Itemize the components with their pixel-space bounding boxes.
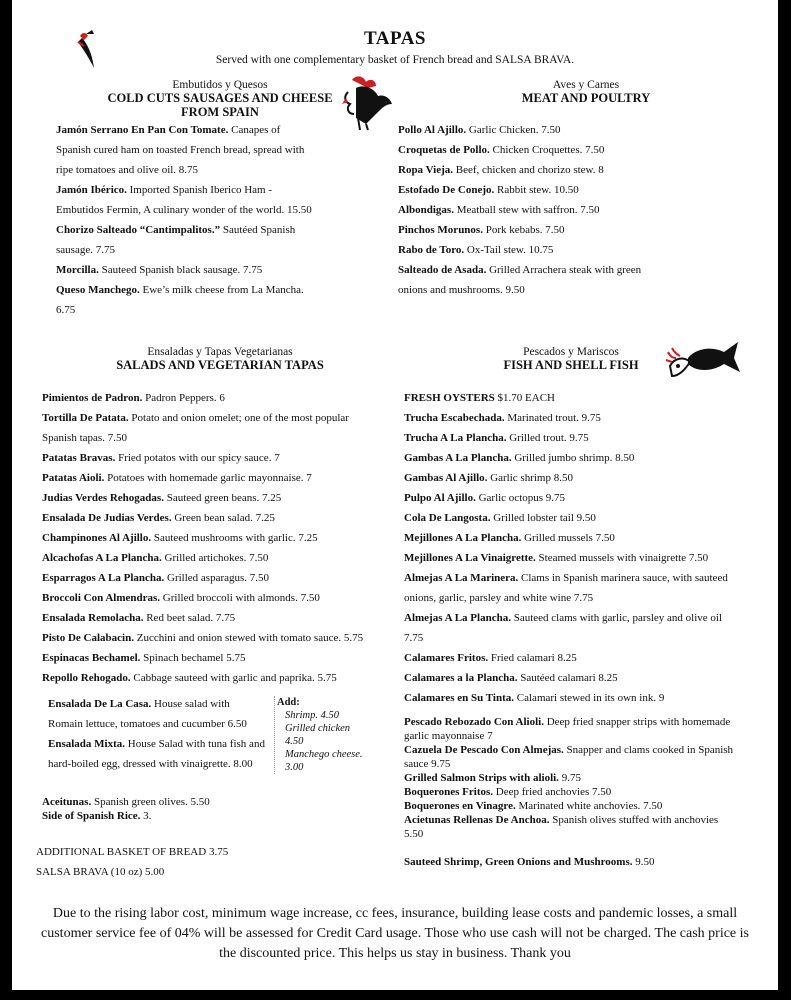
item-name: Gambas A La Plancha.	[404, 452, 512, 464]
seafood-subtitle: Pescados y Mariscos	[523, 346, 619, 358]
menu-item	[404, 488, 738, 508]
item-desc: Sautéed Spanish sausage. 7.75	[56, 224, 296, 256]
menu-item	[42, 548, 386, 568]
cold-cuts-list	[56, 120, 312, 320]
item-desc: Fried calamari 8.25	[488, 652, 577, 664]
menu-item	[404, 715, 738, 743]
menu-item	[404, 688, 738, 708]
menu-item	[42, 408, 386, 448]
item-name: Calamares a la Plancha.	[404, 672, 518, 684]
item-desc: Snapper and clams cooked in Spanish sauce 9.75	[404, 744, 734, 770]
menu-item	[42, 795, 342, 809]
menu-item	[48, 694, 266, 734]
item-name: Chorizo Salteado “Cantimpalitos.”	[56, 224, 221, 236]
extra-bread: ADDITIONAL BASKET OF BREAD 3.75	[36, 846, 229, 858]
item-desc: Cabbage sauteed with garlic and paprika. 5.75	[130, 672, 337, 684]
item-desc: Ewe’s milk cheese from La Mancha. 6.75	[56, 284, 304, 316]
item-name: Patatas Aioli.	[42, 472, 105, 484]
item-name: Pescado Rebozado Con Alioli.	[404, 716, 544, 728]
item-desc: Spinach bechamel 5.75	[140, 652, 246, 664]
item-name: Pinchos Morunos.	[398, 224, 483, 236]
menu-item	[398, 260, 658, 300]
item-desc: Potato and onion omelet; one of the most popular Spanish tapas. 7.50	[42, 412, 349, 444]
item-name: Morcilla.	[56, 264, 99, 276]
menu-item	[398, 140, 658, 160]
item-name: Pulpo Al Ajillo.	[404, 492, 476, 504]
item-name: Jamón Serrano En Pan Con Tomate.	[56, 124, 229, 136]
menu-item	[404, 388, 738, 408]
item-name: Croquetas de Pollo.	[398, 144, 490, 156]
menu-item	[42, 588, 386, 608]
item-name: Champinones Al Ajillo.	[42, 532, 152, 544]
seafood-list	[404, 388, 738, 708]
seafood-heading: FISH AND SHELL FISH	[503, 358, 639, 372]
item-name: Estofado De Conejo.	[398, 184, 495, 196]
menu-item	[42, 668, 386, 688]
item-desc: 3.	[140, 810, 152, 822]
fish-icon	[662, 338, 742, 388]
item-name: Mejillones A La Plancha.	[404, 532, 522, 544]
cold-cuts-section	[100, 79, 340, 119]
item-name: Jamón Ibérico.	[56, 184, 127, 196]
menu-page	[12, 0, 778, 990]
item-name: Albondigas.	[398, 204, 454, 216]
item-name: Rabo de Toro.	[398, 244, 465, 256]
item-desc: Marinated white anchovies. 7.50	[515, 800, 663, 812]
item-desc: Grilled mussels 7.50	[521, 532, 615, 544]
menu-item	[42, 608, 386, 628]
item-name: Espinacas Bechamel.	[42, 652, 141, 664]
item-desc: Pork kebabs. 7.50	[482, 224, 565, 236]
menu-item	[404, 785, 738, 799]
item-desc: Canapes of Spanish cured ham on toasted French bread, spread with ripe tomatoes and olive oil. 8.75	[56, 124, 305, 176]
menu-item	[48, 734, 266, 774]
item-name: Pollo Al Ajillo.	[398, 124, 467, 136]
item-desc: Grilled trout. 9.75	[506, 432, 589, 444]
item-desc: Padron Peppers. 6	[142, 392, 225, 404]
item-name: Trucha A La Plancha.	[404, 432, 507, 444]
item-desc: Steamed mussels with vinaigrette 7.50	[535, 552, 709, 564]
menu-item	[404, 568, 738, 608]
menu-item	[42, 448, 386, 468]
cold-cuts-subtitle: Embutidos y Quesos	[172, 79, 268, 91]
menu-item	[42, 468, 386, 488]
menu-item	[398, 160, 658, 180]
menu-item	[404, 813, 738, 841]
menu-item	[42, 488, 386, 508]
chili-pepper-icon	[72, 30, 106, 72]
meat-subtitle: Aves y Carnes	[552, 79, 620, 91]
item-name: Ensalada De Judias Verdes.	[42, 512, 172, 524]
item-desc: Garlic Chicken. 7.50	[466, 124, 561, 136]
item-desc: Sauteed Spanish black sausage. 7.75	[98, 264, 263, 276]
meat-list	[398, 120, 658, 300]
page-title: TAPAS	[364, 28, 426, 49]
item-desc: Deep fried snapper strips with homemade garlic mayonnaise 7	[404, 716, 731, 742]
menu-item	[42, 648, 386, 668]
menu-item	[42, 508, 386, 528]
menu-item	[56, 260, 312, 280]
menu-item	[42, 528, 386, 548]
menu-item	[404, 468, 738, 488]
item-desc: Grilled artichokes. 7.50	[161, 552, 269, 564]
item-desc: Calamari stewed in its own ink. 9	[514, 692, 665, 704]
menu-item	[404, 408, 738, 428]
item-desc: Chicken Croquettes. 7.50	[489, 144, 605, 156]
menu-item	[398, 240, 658, 260]
salads-section	[100, 346, 340, 372]
item-name: Acietunas Rellenas De Anchoa.	[404, 814, 550, 826]
item-name: Sauteed Shrimp, Green Onions and Mushrooms.	[404, 856, 633, 868]
item-desc: Beef, chicken and chorizo stew. 8	[453, 164, 604, 176]
item-desc: Grilled asparagus. 7.50	[164, 572, 270, 584]
item-name: Boquerones en Vinagre.	[404, 800, 516, 812]
item-name: Mejillones A La Vinaigrette.	[404, 552, 536, 564]
item-name: Cazuela De Pescado Con Almejas.	[404, 744, 564, 756]
rooster-icon	[338, 74, 394, 132]
item-name: Cola De Langosta.	[404, 512, 491, 524]
item-name: Broccoli Con Almendras.	[42, 592, 161, 604]
item-desc: Sauteed mushrooms with garlic. 7.25	[151, 532, 318, 544]
item-desc: 9.50	[632, 856, 655, 868]
menu-item	[404, 799, 738, 813]
add-option: Manchego cheese. 3.00	[285, 749, 363, 773]
item-desc: Clams in Spanish marinera sauce, with sauteed onions, garlic, parsley and white wine 7.75	[404, 572, 728, 604]
salads-heading: SALADS AND VEGETARIAN TAPAS	[116, 358, 324, 372]
menu-item	[404, 608, 738, 648]
page-subtitle: Served with one complementary basket of French bread and SALSA BRAVA.	[215, 54, 575, 66]
item-name: Tortilla De Patata.	[42, 412, 129, 424]
add-options-list	[277, 709, 367, 774]
item-name: Pisto De Calabacin.	[42, 632, 134, 644]
menu-item	[398, 220, 658, 240]
add-option: Grilled chicken 4.50	[285, 723, 351, 747]
seafood-section	[476, 346, 666, 372]
item-name: Calamares Fritos.	[404, 652, 489, 664]
item-name: Ensalada De La Casa.	[48, 698, 152, 710]
item-desc: Ox-Tail stew. 10.75	[464, 244, 554, 256]
add-options-box	[274, 696, 367, 774]
item-desc: Potatoes with homemade garlic mayonnaise. 7	[104, 472, 312, 484]
menu-item	[42, 568, 386, 588]
menu-item	[56, 120, 312, 180]
item-name: Side of Spanish Rice.	[42, 810, 141, 822]
menu-item	[404, 743, 738, 771]
salads-after-list	[42, 795, 342, 823]
item-desc: $1.70 EACH	[494, 392, 555, 404]
item-name: Aceitunas.	[42, 796, 92, 808]
salads-list	[42, 388, 386, 688]
add-option: Shrimp. 4.50	[285, 710, 339, 721]
item-desc: Fried potatos with our spicy sauce. 7	[115, 452, 280, 464]
item-desc: Grilled broccoli with almonds. 7.50	[160, 592, 320, 604]
item-desc: Zucchini and onion stewed with tomato sauce. 5.75	[133, 632, 364, 644]
menu-item	[404, 528, 738, 548]
item-name: Calamares en Su Tinta.	[404, 692, 515, 704]
item-name: Esparragos A La Plancha.	[42, 572, 165, 584]
item-name: Queso Manchego.	[56, 284, 140, 296]
menu-item	[56, 220, 312, 260]
item-desc: Garlic octopus 9.75	[475, 492, 566, 504]
item-desc: Garlic shrimp 8.50	[487, 472, 573, 484]
item-name: Boquerones Fritos.	[404, 786, 494, 798]
credit-card-fee-notice: Due to the rising labor cost, minimum wage increase, cc fees, insurance, building lease costs and pandemic losses, a small customer service fee of 04% will be assessed for Credit Card usage. Those who use cash will not be charged. The cash price is the discounted price. This helps us stay in business. Thank you	[41, 906, 749, 961]
item-name: Trucha Escabechada.	[404, 412, 505, 424]
item-name: Gambas Al Ajillo.	[404, 472, 488, 484]
menu-item	[404, 428, 738, 448]
menu-item	[398, 120, 658, 140]
item-name: Almejas A La Plancha.	[404, 612, 511, 624]
menu-item	[404, 648, 738, 668]
item-desc: Sauteed clams with garlic, parsley and olive oil 7.75	[404, 612, 723, 644]
item-name: Ensalada Mixta.	[48, 738, 126, 750]
item-name: Repollo Rehogado.	[42, 672, 131, 684]
menu-item	[404, 448, 738, 468]
menu-item	[56, 280, 312, 320]
item-desc: Sautéed calamari 8.25	[517, 672, 618, 684]
menu-item	[404, 548, 738, 568]
item-name: Judias Verdes Rehogadas.	[42, 492, 164, 504]
item-desc: Red beet salad. 7.75	[143, 612, 236, 624]
item-desc: House Salad with tuna fish and hard-boiled egg, dressed with vinaigrette. 8.00	[48, 738, 265, 770]
menu-item	[42, 809, 342, 823]
item-name: Grilled Salmon Strips with alioli.	[404, 772, 559, 784]
item-desc: Meatball stew with saffron. 7.50	[453, 204, 600, 216]
house-salads-list	[48, 694, 266, 774]
item-name: Pimientos de Padron.	[42, 392, 143, 404]
item-name: Almejas A La Marinera.	[404, 572, 519, 584]
item-name: FRESH OYSTERS	[404, 392, 495, 404]
item-desc: Imported Spanish Iberico Ham - Embutidos Fermin, A culinary wonder of the world. 15.50	[56, 184, 312, 216]
menu-item	[404, 771, 738, 785]
item-desc: Spanish olives stuffed with anchovies 5.50	[404, 814, 719, 840]
menu-item	[56, 180, 312, 220]
cold-cuts-heading: COLD CUTS SAUSAGES AND CHEESE FROM SPAIN	[107, 91, 333, 119]
item-desc: Sauteed green beans. 7.25	[163, 492, 282, 504]
meat-section	[476, 79, 696, 105]
item-desc: Rabbit stew. 10.50	[494, 184, 579, 196]
meat-heading: MEAT AND POULTRY	[521, 91, 651, 105]
menu-item	[404, 508, 738, 528]
menu-item	[398, 200, 658, 220]
item-desc: Grilled jumbo shrimp. 8.50	[511, 452, 635, 464]
seafood-last-item	[404, 852, 738, 872]
item-desc: Green bean salad. 7.25	[171, 512, 275, 524]
item-desc: Marinated trout. 9.75	[504, 412, 601, 424]
extra-salsa: SALSA BRAVA (10 oz) 5.00	[36, 866, 165, 878]
item-desc: Deep fried anchovies 7.50	[493, 786, 612, 798]
item-desc: Grilled Arrachera steak with green onions and mushrooms. 9.50	[398, 264, 642, 296]
item-desc: Grilled lobster tail 9.50	[490, 512, 596, 524]
extras-list	[36, 842, 356, 882]
item-name: Alcachofas A La Plancha.	[42, 552, 162, 564]
menu-item	[42, 628, 386, 648]
menu-item	[42, 388, 386, 408]
seafood-dense-list	[404, 715, 738, 841]
item-name: Ropa Vieja.	[398, 164, 453, 176]
salads-subtitle: Ensaladas y Tapas Vegetarianas	[147, 346, 293, 358]
item-name: Ensalada Remolacha.	[42, 612, 144, 624]
item-desc: House salad with Romain lettuce, tomatoes and cucumber 6.50	[48, 698, 247, 730]
item-name: Patatas Bravas.	[42, 452, 116, 464]
menu-item	[398, 180, 658, 200]
add-label: Add:	[277, 697, 300, 708]
item-desc: 9.75	[558, 772, 581, 784]
item-name: Salteado de Asada.	[398, 264, 487, 276]
item-desc: Spanish green olives. 5.50	[91, 796, 210, 808]
menu-item	[404, 668, 738, 688]
